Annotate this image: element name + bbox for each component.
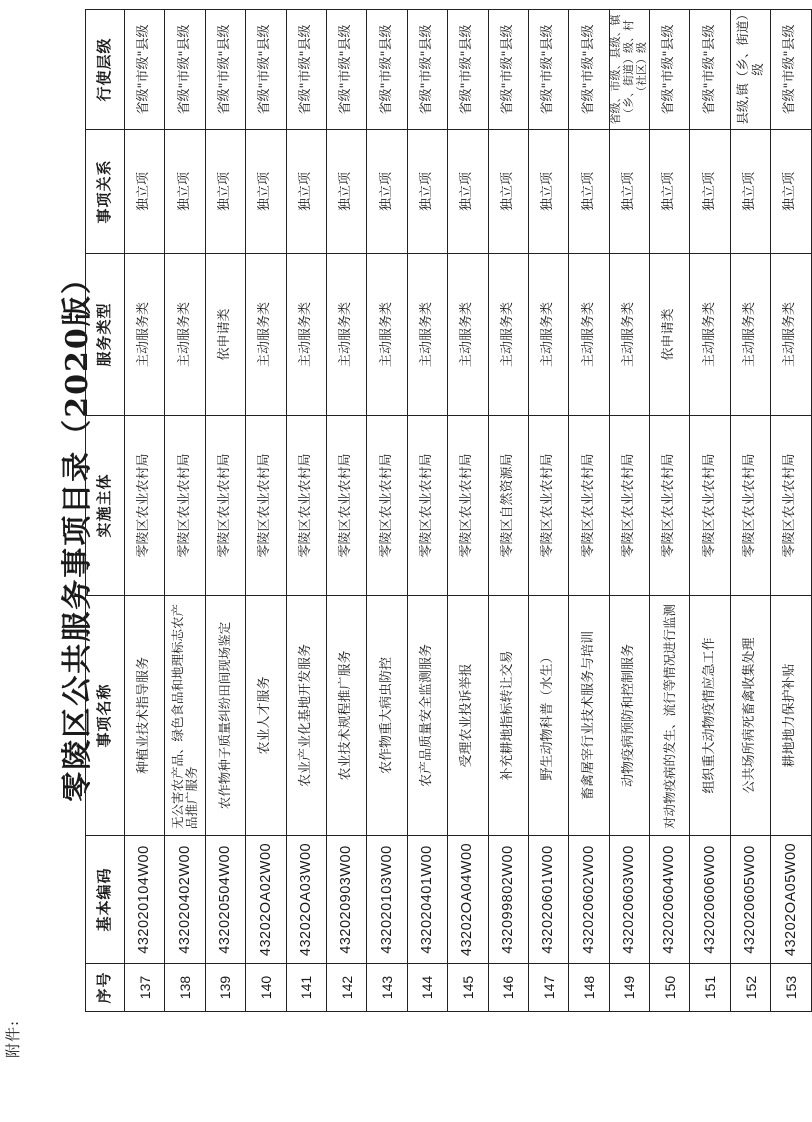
cell-level: 省级"市级"县级 <box>286 10 326 130</box>
cell-name: 野生动物科普（水生） <box>528 596 568 836</box>
cell-seq: 146 <box>488 964 528 1012</box>
table-row <box>165 10 205 1012</box>
cell-level: 省级"市级"县级 <box>771 10 811 130</box>
cell-name: 动物疫病预防和控制服务 <box>609 596 649 836</box>
table-row <box>448 10 488 1012</box>
cell-seq: 150 <box>650 964 690 1012</box>
cell-subject: 零陵区农业农村局 <box>771 416 811 596</box>
cell-subject: 零陵区农业农村局 <box>448 416 488 596</box>
cell-relation: 独立项 <box>326 130 366 254</box>
cell-code: 432020402W00 <box>165 836 205 964</box>
cell-type: 主动服务类 <box>326 254 366 416</box>
cell-relation: 独立项 <box>569 130 609 254</box>
table-row <box>125 10 165 1012</box>
header-code: 基本编码 <box>86 836 125 964</box>
cell-relation: 独立项 <box>771 130 811 254</box>
header-relation: 事项关系 <box>86 130 125 254</box>
cell-seq: 148 <box>569 964 609 1012</box>
cell-name: 补充耕地指标转让交易 <box>488 596 528 836</box>
cell-seq: 138 <box>165 964 205 1012</box>
cell-level: 省级"市级"县级 <box>448 10 488 130</box>
table-row <box>650 10 690 1012</box>
cell-relation: 独立项 <box>528 130 568 254</box>
table-row <box>488 10 528 1012</box>
cell-level: 省级"市级"县级 <box>488 10 528 130</box>
cell-type: 主动服务类 <box>125 254 165 416</box>
cell-seq: 142 <box>326 964 366 1012</box>
cell-level: 县级,镇（乡、街道）级 <box>730 10 770 130</box>
cell-code: 43202OA05W00 <box>771 836 811 964</box>
cell-subject: 零陵区农业农村局 <box>407 416 447 596</box>
header-name: 事项名称 <box>86 596 125 836</box>
cell-type: 主动服务类 <box>246 254 286 416</box>
cell-type: 主动服务类 <box>771 254 811 416</box>
cell-relation: 独立项 <box>407 130 447 254</box>
cell-seq: 147 <box>528 964 568 1012</box>
cell-type: 主动服务类 <box>609 254 649 416</box>
cell-relation: 独立项 <box>488 130 528 254</box>
cell-level: 省级"市级"县级 <box>326 10 366 130</box>
table-row <box>609 10 649 1012</box>
cell-seq: 149 <box>609 964 649 1012</box>
cell-type: 主动服务类 <box>448 254 488 416</box>
table-row <box>690 10 730 1012</box>
cell-type: 主动服务类 <box>367 254 407 416</box>
cell-relation: 独立项 <box>286 130 326 254</box>
cell-seq: 152 <box>730 964 770 1012</box>
header-type: 服务类型 <box>86 254 125 416</box>
cell-relation: 独立项 <box>730 130 770 254</box>
cell-code: 432020103W00 <box>367 836 407 964</box>
cell-subject: 零陵区农业农村局 <box>246 416 286 596</box>
cell-subject: 零陵区农业农村局 <box>326 416 366 596</box>
cell-seq: 151 <box>690 964 730 1012</box>
table-header-row <box>86 10 125 1012</box>
cell-seq: 153 <box>771 964 811 1012</box>
header-level: 行使层级 <box>86 10 125 130</box>
cell-name: 畜禽屠宰行业技术服务与培训 <box>569 596 609 836</box>
cell-name: 组织重大动物疫情应急工作 <box>690 596 730 836</box>
cell-type: 主动服务类 <box>165 254 205 416</box>
table-row <box>326 10 366 1012</box>
header-subject: 实施主体 <box>86 416 125 596</box>
page-title: 零陵区公共服务事项目录（2020版） <box>60 262 95 802</box>
cell-code: 432020903W00 <box>326 836 366 964</box>
cell-name: 农业产业化基地开发服务 <box>286 596 326 836</box>
cell-level: 省级"市级"县级 <box>246 10 286 130</box>
cell-seq: 141 <box>286 964 326 1012</box>
table-row <box>569 10 609 1012</box>
cell-name: 无公害农产品、绿色食品和地理标志农产品推广服务 <box>165 596 205 836</box>
table-row <box>771 10 811 1012</box>
cell-seq: 137 <box>125 964 165 1012</box>
table-row <box>730 10 770 1012</box>
cell-subject: 零陵区自然资源局 <box>488 416 528 596</box>
cell-subject: 零陵区农业农村局 <box>165 416 205 596</box>
cell-level: 省级"市级"县级 <box>650 10 690 130</box>
cell-code: 43202OA03W00 <box>286 836 326 964</box>
cell-relation: 独立项 <box>125 130 165 254</box>
cell-level: 省级"市级"县级 <box>407 10 447 130</box>
cell-type: 主动服务类 <box>690 254 730 416</box>
cell-code: 432020606W00 <box>690 836 730 964</box>
cell-level: 省级"市级"县级 <box>205 10 245 130</box>
cell-name: 受理农业投诉举报 <box>448 596 488 836</box>
cell-code: 432020603W00 <box>609 836 649 964</box>
cell-level: 省级"市级"县级 <box>165 10 205 130</box>
cell-seq: 145 <box>448 964 488 1012</box>
cell-name: 种植业技术指导服务 <box>125 596 165 836</box>
cell-type: 主动服务类 <box>407 254 447 416</box>
table-row <box>367 10 407 1012</box>
cell-name: 农业技术规程推广服务 <box>326 596 366 836</box>
cell-subject: 零陵区农业农村局 <box>569 416 609 596</box>
attachment-label: 附件: <box>4 1019 22 1058</box>
cell-subject: 零陵区农业农村局 <box>125 416 165 596</box>
table-row <box>286 10 326 1012</box>
cell-subject: 零陵区农业农村局 <box>609 416 649 596</box>
cell-relation: 独立项 <box>246 130 286 254</box>
cell-name: 农作物种子质量纠纷田间现场鉴定 <box>205 596 245 836</box>
cell-subject: 零陵区农业农村局 <box>286 416 326 596</box>
service-catalog-table <box>85 9 812 1012</box>
cell-level: 省级"市级"县级 <box>690 10 730 130</box>
cell-level: 省级"市级"县级 <box>125 10 165 130</box>
cell-type: 依申请类 <box>650 254 690 416</box>
cell-code: 432099802W00 <box>488 836 528 964</box>
cell-name: 对动物疫病的发生、流行等情况进行监测 <box>650 596 690 836</box>
cell-code: 43202OA02W00 <box>246 836 286 964</box>
cell-name: 农产品质量安全监测服务 <box>407 596 447 836</box>
cell-seq: 144 <box>407 964 447 1012</box>
cell-level: 省级"市级"县级 <box>569 10 609 130</box>
cell-relation: 独立项 <box>609 130 649 254</box>
cell-subject: 零陵区农业农村局 <box>690 416 730 596</box>
cell-code: 432020104W00 <box>125 836 165 964</box>
cell-level: 省级、市级、县级、镇（乡、街道）级、村（社区）级 <box>609 10 649 130</box>
cell-type: 主动服务类 <box>730 254 770 416</box>
cell-code: 432020605W00 <box>730 836 770 964</box>
cell-code: 432020604W00 <box>650 836 690 964</box>
cell-seq: 140 <box>246 964 286 1012</box>
cell-code: 432020401W00 <box>407 836 447 964</box>
cell-type: 依申请类 <box>205 254 245 416</box>
cell-name: 农作物重大病虫防控 <box>367 596 407 836</box>
cell-seq: 143 <box>367 964 407 1012</box>
cell-code: 432020602W00 <box>569 836 609 964</box>
cell-level: 省级"市级"县级 <box>528 10 568 130</box>
header-seq: 序号 <box>86 964 125 1012</box>
cell-subject: 零陵区农业农村局 <box>367 416 407 596</box>
cell-seq: 139 <box>205 964 245 1012</box>
cell-level: 省级"市级"县级 <box>367 10 407 130</box>
cell-code: 432020504W00 <box>205 836 245 964</box>
cell-subject: 零陵区农业农村局 <box>528 416 568 596</box>
cell-name: 农业人才服务 <box>246 596 286 836</box>
cell-name: 耕地地力保护补贴 <box>771 596 811 836</box>
cell-relation: 独立项 <box>165 130 205 254</box>
cell-relation: 独立项 <box>650 130 690 254</box>
cell-code: 43202OA04W00 <box>448 836 488 964</box>
cell-code: 432020601W00 <box>528 836 568 964</box>
cell-relation: 独立项 <box>205 130 245 254</box>
cell-relation: 独立项 <box>448 130 488 254</box>
cell-relation: 独立项 <box>690 130 730 254</box>
table-row <box>246 10 286 1012</box>
cell-type: 主动服务类 <box>488 254 528 416</box>
cell-type: 主动服务类 <box>569 254 609 416</box>
cell-name: 公共场所病死畜禽收集处理 <box>730 596 770 836</box>
table-row <box>407 10 447 1012</box>
cell-subject: 零陵区农业农村局 <box>205 416 245 596</box>
cell-subject: 零陵区农业农村局 <box>730 416 770 596</box>
table-row <box>205 10 245 1012</box>
cell-relation: 独立项 <box>367 130 407 254</box>
table-row <box>528 10 568 1012</box>
cell-type: 主动服务类 <box>286 254 326 416</box>
cell-subject: 零陵区农业农村局 <box>650 416 690 596</box>
cell-type: 主动服务类 <box>528 254 568 416</box>
